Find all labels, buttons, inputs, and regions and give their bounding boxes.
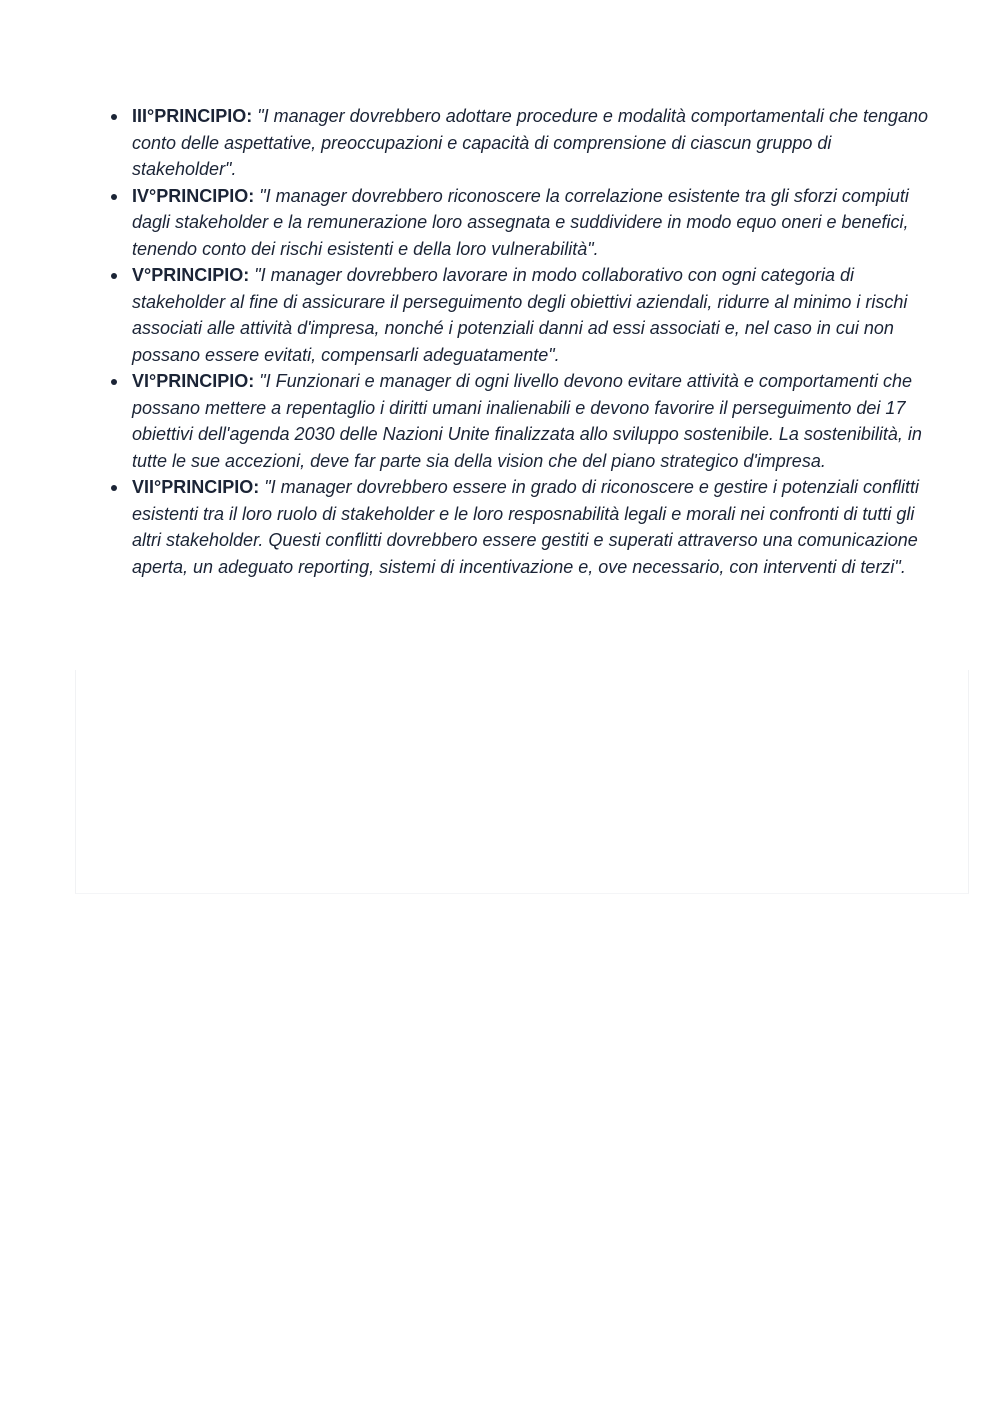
principle-quote: "I manager dovrebbero essere in grado di riconoscere e gestire i potenziali conflitti esistenti tra il loro ruolo di stakeholder e le loro resposnabilità legali e morali nei confronti di tutti gli altri stakeholder. Questi conflitti dovrebbero essere gestiti e superati attraverso una comunicazione aperta, un adeguato reporting, sistemi di incentivazione e, ove necessario, con interventi di terzi". bbox=[132, 477, 919, 577]
bullet-icon bbox=[111, 485, 117, 491]
principle-item-7 bbox=[104, 474, 934, 580]
empty-content-box bbox=[75, 670, 969, 894]
principle-quote: "I Funzionari e manager di ogni livello devono evitare attività e comportamenti che possano mettere a repentaglio i diritti umani inalienabili e devono favorire il perseguimento dei 17 obiettivi dell'agenda 2030 delle Nazioni Unite finalizzata allo sviluppo sostenibile. La sostenibilità, in tutte le sue accezioni, deve far parte sia della vision che del piano strategico d'impresa. bbox=[132, 371, 922, 471]
principle-item-4 bbox=[104, 183, 934, 263]
principle-label: IV°PRINCIPIO: bbox=[132, 185, 255, 206]
principle-quote: "I manager dovrebbero riconoscere la correlazione esistente tra gli sforzi compiuti dagli stakeholder e la remunerazione loro assegnata e suddividere in modo equo oneri e benefici, tenendo conto dei rischi esistenti e della loro vulnerabilità". bbox=[132, 185, 909, 259]
bullet-icon bbox=[111, 273, 117, 279]
principle-quote: "I manager dovrebbero lavorare in modo collaborativo con ogni categoria di stakeholder al fine di assicurare il perseguimento degli obiettivi aziendali, ridurre al minimo i rischi associati alle attività d'impresa, nonché i potenziali danni ad essi associati e, nel caso in cui non possano essere evitati, compensarli adeguatamente". bbox=[132, 265, 908, 365]
bullet-icon bbox=[111, 194, 117, 200]
bullet-icon bbox=[111, 379, 117, 385]
bullet-icon bbox=[111, 114, 117, 120]
principle-label: VI°PRINCIPIO: bbox=[132, 371, 255, 391]
principle-quote: "I manager dovrebbero adottare procedure e modalità comportamentali che tengano conto delle aspettative, preoccupazioni e capacità di comprensione di ciascun gruppo di stakeholder". bbox=[132, 106, 929, 179]
principle-label: VII°PRINCIPIO: bbox=[132, 477, 260, 497]
principle-label: III°PRINCIPIO: bbox=[132, 106, 253, 126]
principle-label: V°PRINCIPIO: bbox=[132, 265, 250, 285]
principle-item-6 bbox=[104, 368, 934, 474]
principles-list bbox=[104, 103, 934, 580]
principle-item-5 bbox=[104, 262, 934, 368]
principle-item-3 bbox=[104, 103, 934, 183]
